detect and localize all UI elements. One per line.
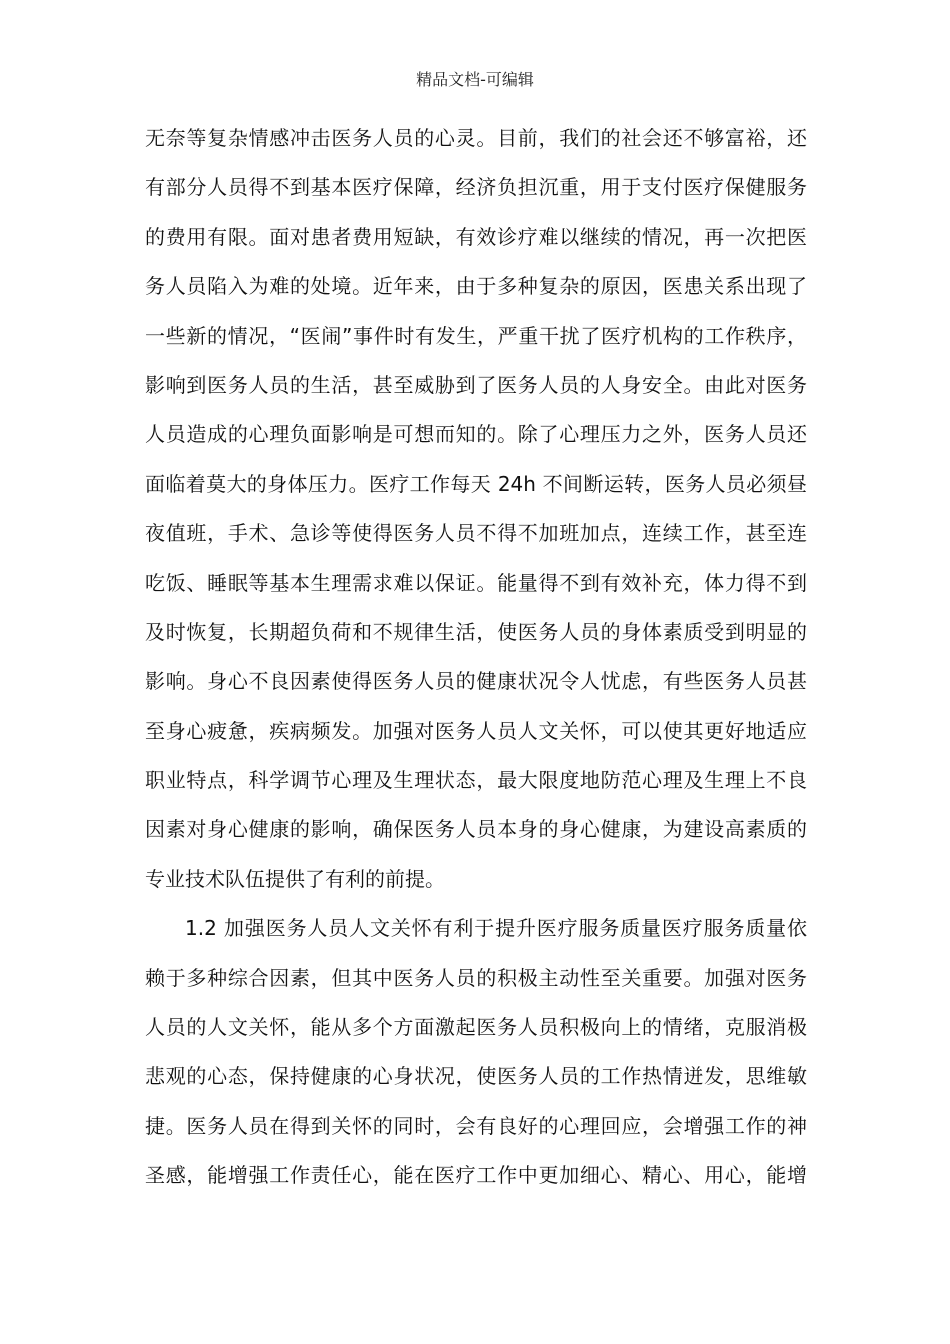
text-line: 有部分人员得不到基本医疗保障，经济负担沉重，用于支付医疗保健服务 xyxy=(145,175,807,200)
text-line: 无奈等复杂情感冲击医务人员的心灵。目前，我们的社会还不够富裕，还 xyxy=(145,126,807,150)
text-line: 圣感，能增强工作责任心，能在医疗工作中更加细心、精心、用心，能增 xyxy=(145,1163,807,1188)
text-line: 悲观的心态，保持健康的心身状况，使医务人员的工作热情迸发，思维敏 xyxy=(145,1064,807,1089)
text-line: 人员的人文关怀，能从多个方面激起医务人员积极向上的情绪，克服消极 xyxy=(145,1015,807,1040)
text-line: 影响到医务人员的生活，甚至威胁到了医务人员的人身安全。由此对医务 xyxy=(145,372,807,397)
page-header: 精品文档-可编辑 xyxy=(416,70,534,89)
section-heading-line: 1.2 加强医务人员人文关怀有利于提升医疗服务质量医疗服务质量依 xyxy=(185,916,807,941)
text-line: 因素对身心健康的影响，确保医务人员本身的身心健康，为建设高素质的 xyxy=(145,817,807,842)
text-line: 影响。身心不良因素使得医务人员的健康状况令人忧虑，有些医务人员甚 xyxy=(145,669,807,694)
text-line: 职业特点，科学调节心理及生理状态，最大限度地防范心理及生理上不良 xyxy=(145,768,807,793)
document-body xyxy=(145,120,807,1207)
text-line: 面临着莫大的身体压力。医疗工作每天 24h 不间断运转，医务人员必须昼 xyxy=(145,471,807,496)
text-line: 一些新的情况，“医闹”事件时有发生，严重干扰了医疗机构的工作秩序， xyxy=(145,323,807,348)
text-line: 务人员陷入为难的处境。近年来，由于多种复杂的原因，医患关系出现了 xyxy=(145,274,807,299)
text-line: 夜值班，手术、急诊等使得医务人员不得不加班加点，连续工作，甚至连 xyxy=(145,521,807,546)
text-line: 的费用有限。面对患者费用短缺，有效诊疗难以继续的情况，再一次把医 xyxy=(145,224,807,249)
text-line: 至身心疲惫，疾病频发。加强对医务人员人文关怀，可以使其更好地适应 xyxy=(145,718,807,743)
text-line: 及时恢复，长期超负荷和不规律生活，使医务人员的身体素质受到明显的 xyxy=(145,619,807,644)
text-line: 赖于多种综合因素，但其中医务人员的积极主动性至关重要。加强对医务 xyxy=(145,965,807,990)
paragraph-end-line: 专业技术队伍提供了有利的前提。 xyxy=(145,866,445,891)
text-line: 捷。医务人员在得到关怀的同时，会有良好的心理回应，会增强工作的神 xyxy=(145,1113,807,1138)
text-line: 吃饭、睡眠等基本生理需求难以保证。能量得不到有效补充，体力得不到 xyxy=(145,570,807,595)
text-line: 人员造成的心理负面影响是可想而知的。除了心理压力之外，医务人员还 xyxy=(145,422,807,447)
